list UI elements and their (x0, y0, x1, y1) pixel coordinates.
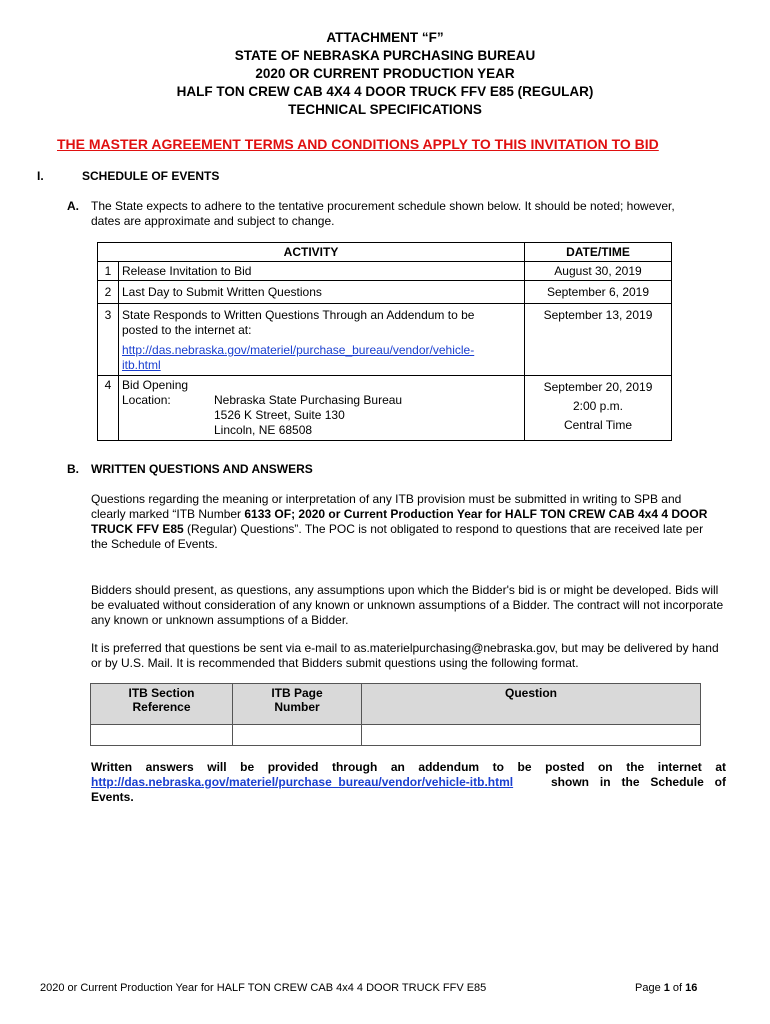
location-label: Location: (122, 393, 171, 407)
page-number (635, 982, 697, 994)
datetime-header: DATE/TIME (525, 243, 672, 262)
schedule-table (97, 242, 672, 441)
itb-section-header-line1: ITB Section (128, 686, 195, 700)
questions-paragraph-part1: Questions regarding the meaning or interpretation of any ITB provision must be submitted in writing to SPB and clearly marked “ITB Number (91, 492, 682, 521)
email-paragraph: It is preferred that questions be sent via e-mail to as.materielpurchasing@nebraska.gov, but may be delivered by hand or by U.S. Mail. It is recommended that Bidders submit questions using the following format. (91, 641, 719, 670)
row-number: 4 (98, 376, 119, 441)
item-b-title: WRITTEN QUESTIONS AND ANSWERS (91, 462, 313, 476)
question-format-table (90, 683, 701, 746)
itb-page-header-line2: Number (274, 700, 320, 714)
table-row (91, 725, 701, 746)
assumptions-paragraph: Bidders should present, as questions, any assumptions upon which the Bidder's bid is or might be developed. Bids will be evaluated without consideration of any known or unknown assumptions of a Bidder. The contract will not incorporate any known or unknown assumptions of a Bidder. (91, 583, 724, 627)
written-answers-line2-rest: shown in the Schedule of (551, 775, 726, 789)
footer-title: 2020 or Current Production Year for HALF TON CREW CAB 4x4 4 DOOR TRUCK FFV E85 (40, 982, 487, 994)
bid-opening-time: 2:00 p.m. (572, 399, 624, 413)
table-header-row (98, 243, 672, 262)
itb-page-header (233, 684, 362, 725)
table-header-row (91, 684, 701, 725)
blank-cell (91, 725, 233, 746)
section-title: SCHEDULE OF EVENTS (82, 169, 220, 183)
row-number: 1 (98, 262, 119, 281)
page-prefix: Page (635, 982, 664, 994)
date-cell: September 13, 2019 (525, 304, 672, 376)
item-a-text-line1: The State expects to adhere to the tentative procurement schedule shown below. It should be noted; however, (91, 199, 675, 213)
itb-number-bold: 6133 OF; 2020 or Current Production Year for HALF TON CREW CAB 4x4 4 DOOR TRUCK FFV E85 (91, 507, 708, 536)
date-cell: August 30, 2019 (525, 262, 672, 281)
item-b-label: B. (67, 462, 79, 476)
attachment-title: ATTACHMENT “F” (326, 30, 444, 45)
question-header: Question (362, 684, 701, 725)
current-page: 1 (663, 982, 670, 994)
location-line1: Nebraska State Purchasing Bureau (214, 393, 403, 407)
location-line3: Lincoln, NE 68508 (214, 423, 313, 437)
bid-opening-timezone: Central Time (563, 418, 633, 432)
itb-page-header-line1: ITB Page (271, 686, 323, 700)
itb-section-header-line2: Reference (132, 700, 191, 714)
activity-cell (119, 304, 525, 376)
page-of: of (669, 982, 686, 994)
total-pages: 16 (685, 982, 698, 994)
table-row (98, 304, 672, 376)
row-number: 3 (98, 304, 119, 376)
spec-title: TECHNICAL SPECIFICATIONS (288, 102, 482, 117)
master-agreement-notice: THE MASTER AGREEMENT TERMS AND CONDITIONS APPLY TO THIS INVITATION TO BID (57, 136, 659, 152)
table-row (98, 262, 672, 281)
table-row (98, 281, 672, 304)
activity-cell: Last Day to Submit Written Questions (119, 281, 525, 304)
table-row (98, 376, 672, 441)
bid-opening-date: September 20, 2019 (543, 380, 653, 394)
production-year-title: 2020 OR CURRENT PRODUCTION YEAR (255, 66, 515, 81)
activity-text-line2: posted to the internet at: (122, 323, 252, 337)
activity-cell (119, 376, 525, 441)
questions-paragraph-part2: (Regular) Questions”. The POC is not obligated to respond to questions that are received late per the Schedule of Events. (91, 522, 704, 551)
itb-section-header (91, 684, 233, 725)
date-cell: September 6, 2019 (525, 281, 672, 304)
vehicle-itb-link-cont[interactable]: itb.html (122, 358, 161, 372)
written-answers-line1: Written answers will be provided through an addendum to be posted on the internet at (91, 760, 726, 774)
bureau-title: STATE OF NEBRASKA PURCHASING BUREAU (234, 48, 536, 63)
row-number: 2 (98, 281, 119, 304)
blank-cell (362, 725, 701, 746)
written-answers-line3: Events. (91, 790, 134, 804)
item-a-label: A. (67, 199, 79, 213)
vehicle-itb-link[interactable]: http://das.nebraska.gov/materiel/purchase_bureau/vendor/vehicle- (122, 343, 475, 357)
questions-paragraph (91, 492, 711, 552)
vehicle-itb-answers-link[interactable]: http://das.nebraska.gov/materiel/purchase_bureau/vendor/vehicle-itb.html (91, 775, 514, 789)
activity-header: ACTIVITY (98, 243, 525, 262)
written-answers-line2 (91, 775, 513, 789)
activity-text: Bid Opening (122, 378, 189, 392)
blank-cell (233, 725, 362, 746)
activity-cell: Release Invitation to Bid (119, 262, 525, 281)
activity-text-line1: State Responds to Written Questions Through an Addendum to be (122, 308, 475, 322)
section-numeral: I. (37, 169, 44, 183)
item-a-text-line2: dates are approximate and subject to change. (91, 214, 335, 228)
location-line2: 1526 K Street, Suite 130 (214, 408, 345, 422)
truck-title: HALF TON CREW CAB 4X4 4 DOOR TRUCK FFV E85 (REGULAR) (176, 84, 594, 99)
date-cell (525, 376, 672, 441)
